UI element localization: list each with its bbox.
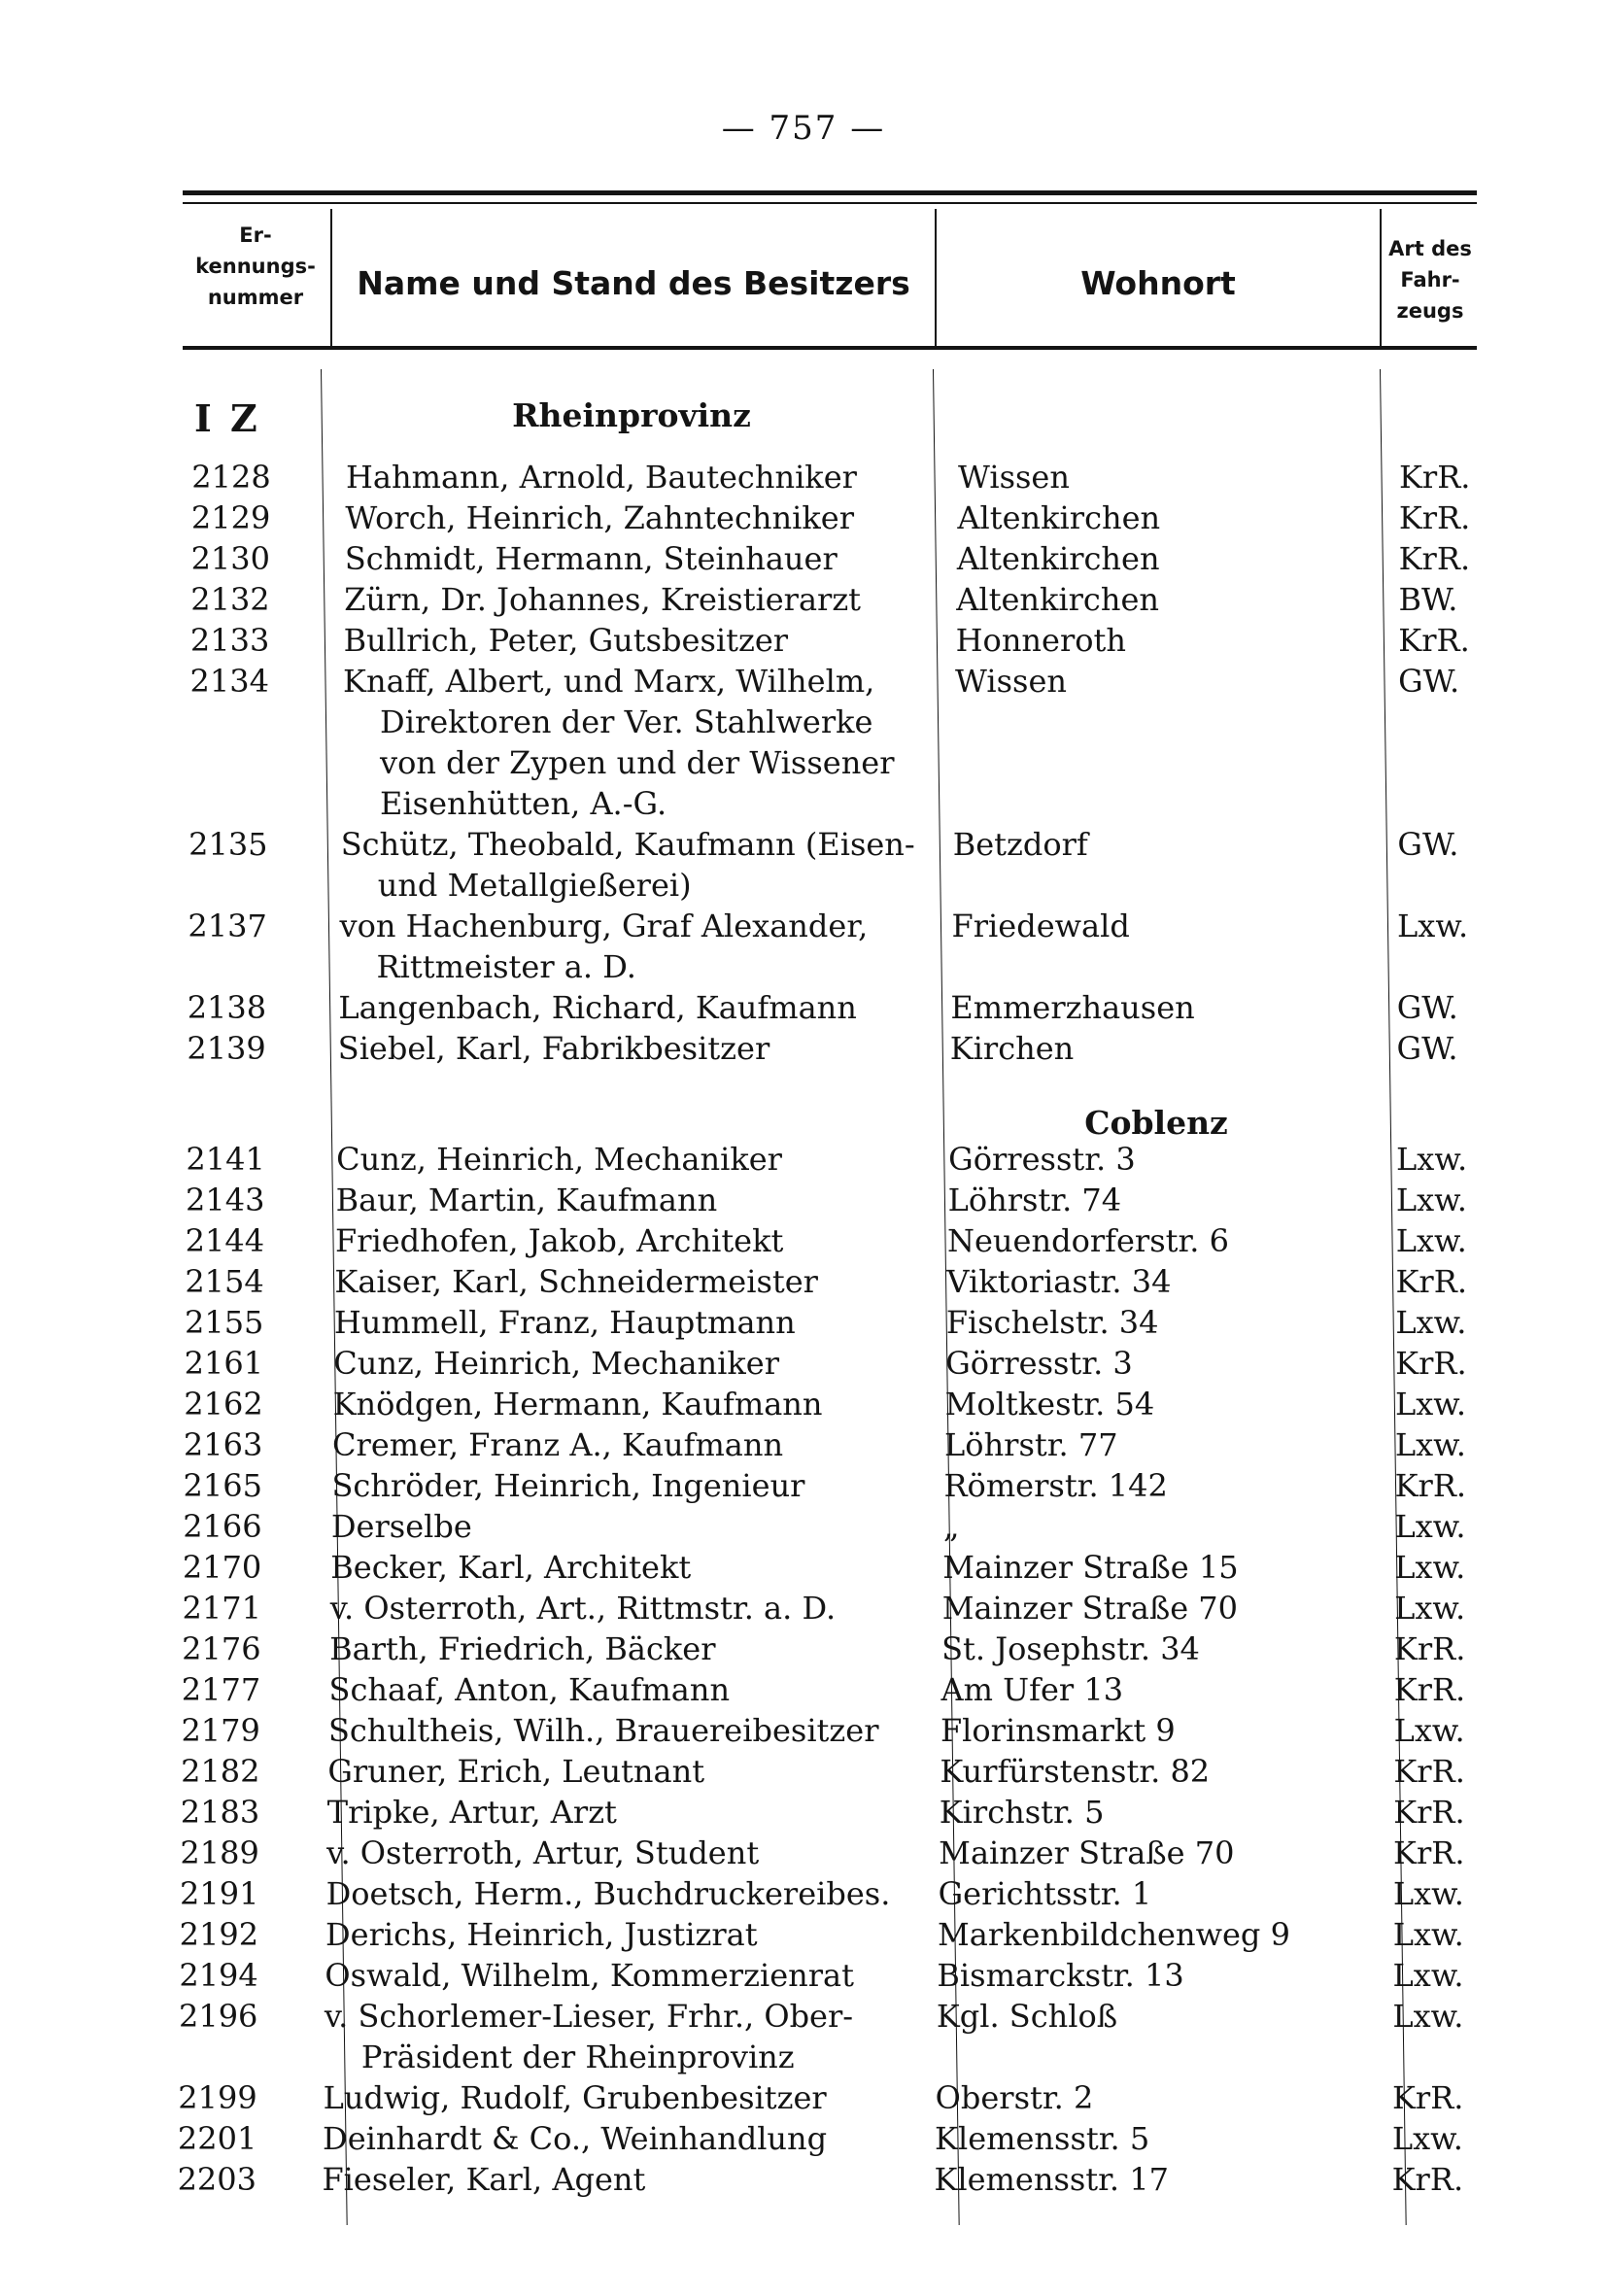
owner-name-line: Hahmann, Arnold, Bautechniker [346, 459, 857, 496]
header-bottom-rule [183, 346, 1477, 350]
residence: Kurfürstenstr. 82 [940, 1753, 1211, 1790]
owner-name [330, 1588, 836, 1628]
owner-name [328, 1710, 879, 1751]
owner-name [325, 1955, 854, 1996]
vehicle-type: KrR. [1398, 499, 1471, 536]
residence: Altenkirchen [956, 581, 1159, 618]
residence: „ [942, 1508, 960, 1545]
owner-name-line: Ludwig, Rudolf, Grubenbesitzer [323, 2079, 827, 2116]
owner-name-line: Bullrich, Peter, Gutsbesitzer [343, 622, 789, 659]
vehicle-type: KrR. [1393, 1834, 1465, 1871]
owner-name-line: Fieseler, Karl, Agent [322, 2161, 646, 2198]
residence: Honneroth [955, 622, 1126, 659]
owner-name [332, 1424, 783, 1465]
residence: Moltkestr. 54 [944, 1386, 1155, 1422]
residence: Neuendorferstr. 6 [946, 1222, 1229, 1259]
owner-name [333, 1384, 823, 1424]
owner-name-line: von Hachenburg, Graf Alexander, [339, 908, 869, 944]
header-col-wohnort: Wohnort [1080, 264, 1236, 302]
vehicle-type: KrR. [1391, 2161, 1464, 2198]
residence: Oberstr. 2 [935, 2079, 1094, 2116]
owner-name-line: Derselbe [330, 1508, 472, 1545]
entry-number: 2183 [180, 1794, 260, 1831]
owner-name-line: Becker, Karl, Architekt [330, 1549, 692, 1586]
residence: Kirchen [949, 1030, 1075, 1067]
owner-name-line: v. Osterroth, Artur, Student [326, 1834, 760, 1871]
owner-name-line: Schröder, Heinrich, Ingenieur [331, 1467, 805, 1504]
owner-name-line: Eisenhütten, A.-G. [380, 785, 667, 822]
vehicle-type: Lxw. [1394, 1590, 1466, 1627]
owner-name-line: v. Osterroth, Art., Rittmstr. a. D. [329, 1590, 837, 1627]
owner-name-line: Cunz, Heinrich, Mechaniker [333, 1345, 779, 1382]
residence: Friedewald [951, 908, 1130, 944]
entry-number: 2129 [190, 499, 271, 536]
entry-number: 2171 [182, 1590, 261, 1627]
entry-number: 2166 [183, 1508, 262, 1545]
owner-name [346, 457, 857, 497]
vehicle-type: Lxw. [1393, 1712, 1465, 1749]
owner-name-line: Schultheis, Wilh., Brauereibesitzer [327, 1712, 879, 1749]
owner-name [327, 1792, 617, 1833]
region-heading-coblenz: Coblenz [1084, 1104, 1228, 1142]
entry-number: 2177 [181, 1671, 261, 1708]
residence: Florinsmarkt 9 [940, 1712, 1176, 1749]
owner-name [329, 1669, 731, 1710]
owner-name [325, 1914, 758, 1955]
entry-number: 2155 [184, 1304, 264, 1341]
vehicle-type: Lxw. [1396, 1141, 1468, 1178]
residence: Gerichtsstr. 1 [938, 1875, 1152, 1912]
owner-name [334, 1302, 796, 1343]
entry-number: 2179 [181, 1712, 260, 1749]
owner-name [330, 1547, 691, 1588]
owner-name-line: Siebel, Karl, Fabrikbesitzer [337, 1030, 770, 1067]
owner-name [345, 497, 854, 538]
residence: Wissen [955, 663, 1067, 700]
owner-name-line: Cremer, Franz A., Kaufmann [332, 1426, 784, 1463]
owner-name-line: Schütz, Theobald, Kaufmann (Eisen- [340, 826, 915, 863]
owner-name-line: Worch, Heinrich, Zahntechniker [345, 499, 854, 536]
owner-name [336, 1180, 718, 1220]
vehicle-type: KrR. [1393, 1671, 1466, 1708]
residence: Markenbildchenweg 9 [938, 1916, 1290, 1953]
owner-name [322, 2159, 645, 2200]
owner-name [326, 1833, 759, 1873]
owner-name-line: v. Schorlemer-Lieser, Frhr., Ober- [324, 1998, 854, 2035]
entry-number: 2176 [182, 1630, 261, 1667]
entry-number: 2161 [184, 1345, 264, 1382]
page-number: — 757 — [721, 109, 886, 148]
owner-name [324, 2077, 827, 2118]
residence: Kirchstr. 5 [939, 1794, 1105, 1831]
owner-name [331, 1465, 804, 1506]
entry-number: 2134 [189, 663, 269, 700]
residence: Kgl. Schloß [936, 1998, 1118, 2035]
owner-name [335, 1220, 783, 1261]
residence: Mainzer Straße 70 [939, 1834, 1235, 1871]
header-col-name: Name und Stand des Besitzers [357, 264, 910, 302]
owner-name-line: Deinhardt & Co., Weinhandlung [323, 2120, 828, 2157]
residence: Görresstr. 3 [948, 1141, 1136, 1178]
entry-number: 2143 [186, 1182, 265, 1218]
residence: Bismarckstr. 13 [937, 1957, 1184, 1994]
vehicle-type: GW. [1396, 1030, 1458, 1067]
vehicle-type: Lxw. [1392, 1998, 1464, 2035]
entry-number: 2194 [179, 1957, 258, 1994]
entry-number: 2154 [185, 1263, 264, 1300]
residence: Löhrstr. 77 [944, 1426, 1118, 1463]
vehicle-type: Lxw. [1395, 1182, 1467, 1218]
owner-name-line: Kaiser, Karl, Schneidermeister [334, 1263, 818, 1300]
residence: Klemensstr. 5 [935, 2120, 1150, 2157]
vehicle-type: KrR. [1399, 459, 1471, 496]
residence: Am Ufer 13 [940, 1671, 1124, 1708]
entry-number: 2163 [183, 1426, 263, 1463]
owner-name-line: Schaaf, Anton, Kaufmann [328, 1671, 731, 1708]
residence: Emmerzhausen [950, 989, 1195, 1026]
owner-name [334, 1261, 818, 1302]
entry-number: 2141 [186, 1141, 265, 1178]
vehicle-type: Lxw. [1395, 1222, 1467, 1259]
entry-number: 2196 [178, 1998, 258, 2035]
entry-number: 2191 [180, 1875, 259, 1912]
vehicle-type: BW. [1398, 581, 1458, 618]
owner-name [338, 1028, 770, 1069]
owner-name [336, 1139, 782, 1180]
owner-name [345, 538, 838, 579]
top-rule-thick [183, 190, 1477, 195]
residence: Wissen [958, 459, 1070, 496]
owner-name [325, 1996, 853, 2077]
entry-number: 2170 [182, 1549, 262, 1586]
residence: Görresstr. 3 [945, 1345, 1133, 1382]
vehicle-type: Lxw. [1392, 1875, 1464, 1912]
residence: Fischelstr. 34 [945, 1304, 1159, 1341]
entry-number: 2199 [178, 2079, 257, 2116]
owner-name-line: Tripke, Artur, Arzt [326, 1794, 617, 1831]
residence: Mainzer Straße 15 [942, 1549, 1239, 1586]
column-divider-2 [935, 209, 937, 350]
vehicle-type: KrR. [1393, 1794, 1465, 1831]
owner-name-line: Barth, Friedrich, Bäcker [329, 1630, 716, 1667]
owner-name [329, 1628, 715, 1669]
owner-name-line: Baur, Martin, Kaufmann [335, 1182, 718, 1218]
vehicle-type: Lxw. [1395, 1304, 1467, 1341]
vehicle-type: KrR. [1398, 540, 1471, 577]
vehicle-type: Lxw. [1394, 1508, 1466, 1545]
owner-name-line: Oswald, Wilhelm, Kommerzienrat [325, 1957, 854, 1994]
residence: Betzdorf [952, 826, 1088, 863]
owner-name-line: Präsident der Rheinprovinz [360, 2039, 795, 2075]
entry-number: 2133 [189, 622, 270, 659]
vehicle-type: GW. [1398, 663, 1460, 700]
owner-name-line: Direktoren der Ver. Stahlwerke [380, 703, 873, 740]
owner-name-line: von der Zypen und der Wissener [380, 744, 895, 781]
owner-name [340, 906, 869, 987]
residence: Altenkirchen [956, 540, 1160, 577]
owner-name-line: Doetsch, Herm., Buchdruckereibes. [325, 1875, 891, 1912]
owner-name-line: Gruner, Erich, Leutnant [327, 1753, 705, 1790]
residence: Klemensstr. 17 [934, 2161, 1169, 2198]
column-divider-3 [1380, 209, 1382, 350]
entry-number: 2138 [187, 989, 267, 1026]
entry-number: 2201 [177, 2120, 257, 2157]
entry-number: 2203 [177, 2161, 256, 2198]
vehicle-type: KrR. [1394, 1467, 1467, 1504]
residence: Altenkirchen [957, 499, 1161, 536]
residence: St. Josephstr. 34 [941, 1630, 1200, 1667]
vehicle-type: Lxw. [1391, 2120, 1463, 2157]
vehicle-type: KrR. [1395, 1263, 1467, 1300]
owner-name [344, 620, 788, 661]
residence: Mainzer Straße 70 [941, 1590, 1239, 1627]
entry-number: 2189 [180, 1834, 259, 1871]
entry-number: 2128 [191, 459, 271, 496]
owner-name [327, 1751, 704, 1792]
header-col-number: Er- kennungs- nummer [195, 223, 316, 309]
entry-number: 2165 [183, 1467, 262, 1504]
owner-name-line: Knaff, Albert, und Marx, Wilhelm, [343, 663, 875, 700]
owner-name [343, 661, 894, 824]
owner-name [326, 1873, 891, 1914]
owner-name [341, 824, 915, 906]
owner-name [323, 2118, 827, 2159]
owner-name-line: Rittmeister a. D. [376, 948, 636, 985]
vehicle-type: GW. [1397, 826, 1459, 863]
region-heading-rheinprovinz: Rheinprovinz [512, 396, 751, 434]
series-label: I Z [194, 396, 260, 440]
top-rule-thin [183, 202, 1477, 204]
entry-number: 2192 [179, 1916, 259, 1953]
entry-number: 2139 [187, 1030, 266, 1067]
header-col-art: Art des Fahr- zeugs [1388, 237, 1472, 323]
entry-number: 2162 [184, 1386, 263, 1422]
owner-name-line: Langenbach, Richard, Kaufmann [338, 989, 857, 1026]
vehicle-type: Lxw. [1397, 908, 1469, 944]
vehicle-type: KrR. [1395, 1345, 1467, 1382]
vehicle-type: KrR. [1398, 622, 1470, 659]
entry-number: 2135 [188, 826, 268, 863]
owner-name-line: Schmidt, Hermann, Steinhauer [344, 540, 838, 577]
vehicle-type: Lxw. [1394, 1426, 1466, 1463]
owner-name-line: Hummell, Franz, Hauptmann [333, 1304, 796, 1341]
owner-name-line: Friedhofen, Jakob, Architekt [334, 1222, 784, 1259]
owner-name-line: Derichs, Heinrich, Justizrat [325, 1916, 758, 1953]
owner-name [338, 987, 857, 1028]
vehicle-type: KrR. [1393, 1630, 1466, 1667]
entry-number: 2137 [188, 908, 267, 944]
vehicle-type: Lxw. [1394, 1386, 1467, 1422]
vehicle-type: Lxw. [1392, 1916, 1464, 1953]
entry-number: 2182 [181, 1753, 260, 1790]
vehicle-type: GW. [1396, 989, 1458, 1026]
residence: Löhrstr. 74 [947, 1182, 1122, 1218]
entry-number: 2132 [190, 581, 270, 618]
residence: Viktoriastr. 34 [946, 1263, 1172, 1300]
owner-name [333, 1343, 779, 1384]
owner-name-line: und Metallgießerei) [377, 867, 692, 904]
owner-name-line: Cunz, Heinrich, Mechaniker [336, 1141, 782, 1178]
column-divider-1 [330, 209, 332, 350]
residence: Römerstr. 142 [943, 1467, 1168, 1504]
owner-name [344, 579, 861, 620]
vehicle-type: KrR. [1391, 2079, 1464, 2116]
vehicle-type: Lxw. [1394, 1549, 1466, 1586]
owner-name [331, 1506, 472, 1547]
owner-name-line: Zürn, Dr. Johannes, Kreistierarzt [344, 581, 862, 618]
entry-number: 2144 [185, 1222, 265, 1259]
vehicle-type: Lxw. [1392, 1957, 1464, 1994]
vehicle-type: KrR. [1393, 1753, 1465, 1790]
owner-name-line: Knödgen, Hermann, Kaufmann [332, 1386, 823, 1422]
entry-number: 2130 [190, 540, 270, 577]
